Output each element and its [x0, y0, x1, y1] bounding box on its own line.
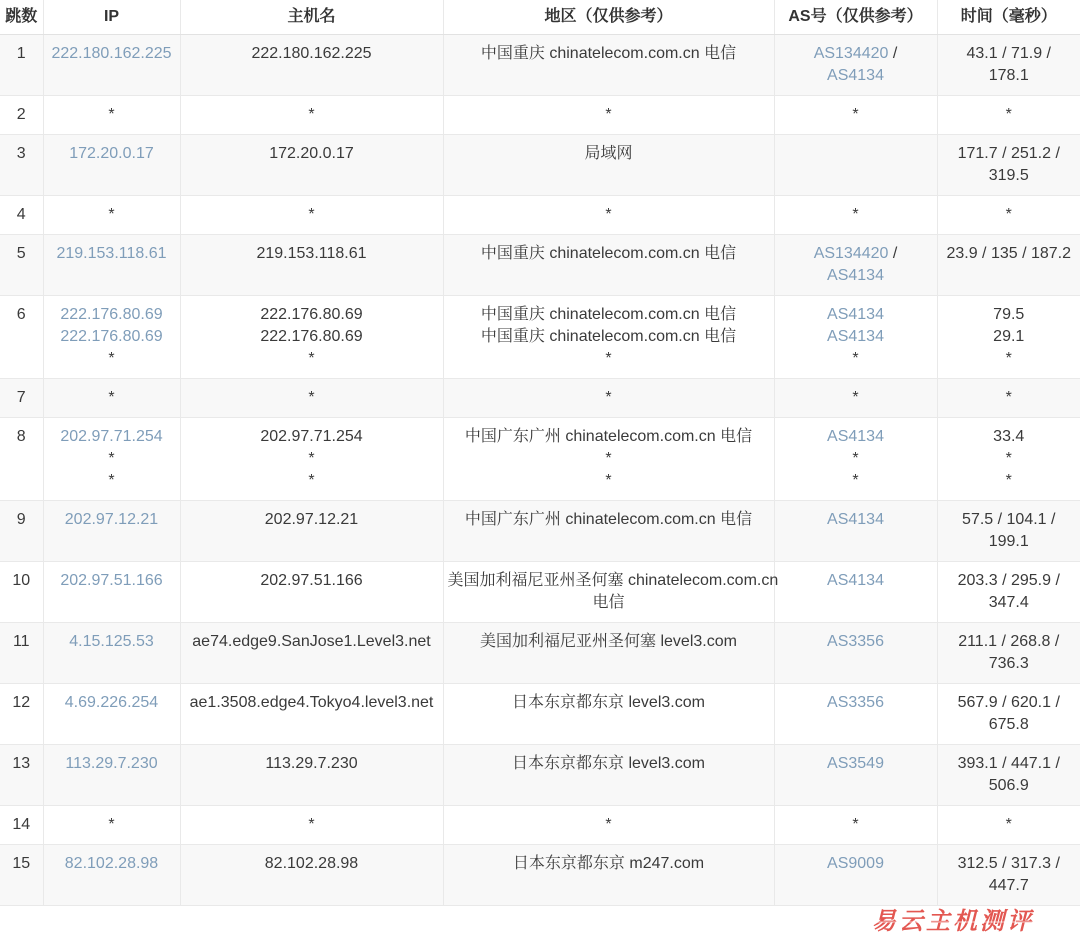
table-row: [0, 196, 1080, 235]
time-cell: [937, 623, 1080, 684]
table-row: [0, 501, 1080, 562]
region-cell: [443, 379, 774, 418]
ip-cell: [43, 845, 180, 906]
cell-text: *: [605, 389, 612, 406]
hostname-cell: [180, 745, 443, 806]
region-cell: [443, 296, 774, 379]
region-cell: [443, 562, 779, 623]
cell-text: 202.97.51.166: [260, 572, 363, 589]
asn-link[interactable]: AS4134: [827, 511, 884, 528]
ip-cell: [43, 623, 180, 684]
asn-cell: [774, 806, 937, 845]
ip-cell: [43, 135, 180, 196]
asn-cell: [774, 35, 937, 96]
asn-cell: [774, 96, 937, 135]
col-header-hop: 跳数: [0, 0, 43, 35]
cell-text: 202.97.12.21: [264, 511, 359, 528]
asn-link[interactable]: AS4134: [827, 67, 884, 84]
cell-text: *: [308, 106, 315, 123]
time-cell: [937, 806, 1080, 845]
cell-text: *: [1005, 450, 1012, 467]
cell-text: *: [108, 389, 115, 406]
hostname-cell: [180, 379, 443, 418]
separator-text: /: [888, 245, 898, 262]
ip-cell: [43, 96, 180, 135]
cell-text: *: [1005, 389, 1012, 406]
cell-text: 日本东京都东京 level3.com: [512, 694, 705, 711]
table-row: [0, 745, 1080, 806]
table-header: [0, 0, 1080, 35]
ip-cell: [43, 418, 180, 501]
hostname-cell: [180, 196, 443, 235]
table-row: [0, 684, 1080, 745]
hop-cell: 8: [0, 418, 43, 501]
cell-text: *: [852, 389, 859, 406]
cell-text: *: [308, 472, 315, 489]
cell-text: *: [605, 206, 612, 223]
cell-text: ae1.3508.edge4.Tokyo4.level3.net: [189, 694, 434, 711]
asn-link[interactable]: AS4134: [827, 267, 884, 284]
ip-cell: [43, 806, 180, 845]
asn-cell: [774, 623, 937, 684]
hostname-cell: [180, 418, 443, 501]
hostname-cell: [180, 296, 443, 379]
asn-cell: [774, 296, 937, 379]
cell-text: *: [108, 816, 115, 833]
cell-text: 199.1: [988, 533, 1029, 550]
ip-cell: [43, 379, 180, 418]
cell-text: *: [108, 472, 115, 489]
asn-cell: [774, 235, 937, 296]
hop-cell: 2: [0, 96, 43, 135]
cell-text: 43.1 / 71.9 /: [966, 45, 1051, 62]
cell-text: 82.102.28.98: [264, 855, 359, 872]
asn-link[interactable]: AS4134: [827, 572, 884, 589]
cell-text: *: [1005, 206, 1012, 223]
region-cell: [443, 806, 774, 845]
traceroute-rows: [0, 35, 1080, 906]
cell-text: 中国重庆 chinatelecom.com.cn 电信: [480, 245, 737, 262]
cell-text: 222.180.162.225: [251, 45, 372, 62]
cell-text: *: [308, 350, 315, 367]
time-cell: [937, 235, 1080, 296]
table-row: [0, 296, 1080, 379]
cell-text: 57.5 / 104.1 /: [962, 511, 1056, 528]
cell-text: 347.4: [988, 594, 1029, 611]
asn-cell: [774, 196, 937, 235]
cell-text: 222.176.80.69: [260, 306, 363, 323]
time-cell: [937, 745, 1080, 806]
cell-text: 中国广东广州 chinatelecom.com.cn 电信: [464, 511, 753, 528]
cell-text: 222.176.80.69: [260, 328, 363, 345]
cell-text: 447.7: [988, 877, 1029, 894]
cell-text: 393.1 / 447.1 /: [957, 755, 1060, 772]
asn-cell: [774, 684, 937, 745]
hop-cell: 5: [0, 235, 43, 296]
asn-link[interactable]: AS3549: [827, 755, 884, 772]
table-row: [0, 379, 1080, 418]
ip-link[interactable]: 4.69.226.254: [64, 694, 159, 711]
cell-text: 电信: [592, 594, 625, 611]
col-header-asn: AS号（仅供参考）: [774, 0, 937, 35]
asn-cell: [774, 845, 937, 906]
cell-text: 美国加利福尼亚州圣何塞 chinatelecom.com.cn: [447, 572, 779, 589]
cell-text: 33.4: [993, 428, 1025, 445]
time-cell: [937, 96, 1080, 135]
cell-text: 79.5: [993, 306, 1025, 323]
hostname-cell: [180, 35, 443, 96]
asn-link[interactable]: AS4134: [827, 328, 884, 345]
cell-text: *: [605, 450, 612, 467]
table-row: [0, 35, 1080, 96]
asn-cell: [774, 418, 937, 501]
asn-cell: [774, 562, 937, 623]
cell-text: *: [308, 389, 315, 406]
ip-cell: [43, 501, 180, 562]
hop-cell: 6: [0, 296, 43, 379]
cell-text: 中国重庆 chinatelecom.com.cn 电信: [480, 306, 737, 323]
region-cell: [443, 35, 774, 96]
cell-text: 113.29.7.230: [265, 755, 358, 772]
hop-cell: 12: [0, 684, 43, 745]
cell-text: 312.5 / 317.3 /: [957, 855, 1060, 872]
time-cell: [937, 296, 1080, 379]
cell-text: *: [852, 350, 859, 367]
ip-cell: [43, 684, 180, 745]
asn-link[interactable]: AS9009: [827, 855, 884, 872]
col-header-time: 时间（毫秒）: [937, 0, 1080, 35]
cell-text: 219.153.118.61: [256, 245, 367, 262]
table-row: [0, 235, 1080, 296]
cell-text: 29.1: [993, 328, 1025, 345]
ip-link[interactable]: 222.176.80.69: [60, 306, 163, 323]
ip-link[interactable]: 202.97.51.166: [60, 572, 163, 589]
region-cell: [443, 684, 774, 745]
cell-text: *: [308, 206, 315, 223]
table-row: [0, 135, 1080, 196]
region-cell: [443, 235, 774, 296]
cell-text: ae74.edge9.SanJose1.Level3.net: [192, 633, 431, 650]
cell-text: 203.3 / 295.9 /: [957, 572, 1060, 589]
hostname-cell: [180, 135, 443, 196]
ip-cell: [43, 562, 180, 623]
cell-text: *: [852, 816, 859, 833]
ip-link[interactable]: 4.15.125.53: [69, 633, 154, 650]
table-row: [0, 806, 1080, 845]
cell-text: *: [1005, 472, 1012, 489]
col-header-region: 地区（仅供参考）: [443, 0, 774, 35]
cell-text: *: [108, 206, 115, 223]
cell-text: *: [852, 450, 859, 467]
cell-text: *: [108, 106, 115, 123]
asn-link[interactable]: AS4134: [827, 428, 884, 445]
hop-cell: 4: [0, 196, 43, 235]
site-watermark: 易云主机测评: [872, 908, 1034, 935]
time-cell: [937, 562, 1080, 623]
cell-text: 中国广东广州 chinatelecom.com.cn 电信: [464, 428, 753, 445]
region-cell: [443, 418, 774, 501]
asn-cell: [774, 135, 937, 196]
asn-link[interactable]: AS3356: [827, 694, 884, 711]
asn-cell: [774, 379, 937, 418]
cell-text: 23.9 / 135 / 187.2: [946, 245, 1072, 262]
ip-link[interactable]: 82.102.28.98: [64, 855, 159, 872]
hop-cell: 7: [0, 379, 43, 418]
hop-cell: 3: [0, 135, 43, 196]
col-header-host: 主机名: [180, 0, 443, 35]
ip-link[interactable]: 202.97.12.21: [64, 511, 159, 528]
cell-text: 211.1 / 268.8 /: [958, 633, 1060, 650]
cell-text: *: [852, 106, 859, 123]
asn-link[interactable]: AS4134: [827, 306, 884, 323]
hop-cell: 1: [0, 35, 43, 96]
ip-cell: [43, 196, 180, 235]
cell-text: *: [852, 472, 859, 489]
region-cell: [443, 623, 774, 684]
separator-text: /: [888, 45, 898, 62]
cell-text: 局域网: [584, 145, 633, 162]
asn-link[interactable]: AS134420: [813, 245, 889, 262]
cell-text: *: [605, 472, 612, 489]
hop-cell: 14: [0, 806, 43, 845]
cell-text: *: [605, 816, 612, 833]
hop-cell: 10: [0, 562, 43, 623]
ip-link[interactable]: 219.153.118.61: [56, 245, 167, 262]
cell-text: *: [605, 106, 612, 123]
cell-text: *: [108, 350, 115, 367]
cell-text: *: [308, 450, 315, 467]
ip-cell: [43, 745, 180, 806]
cell-text: *: [852, 206, 859, 223]
cell-text: 中国重庆 chinatelecom.com.cn 电信: [480, 45, 737, 62]
table-row: [0, 418, 1080, 501]
time-cell: [937, 845, 1080, 906]
asn-link[interactable]: AS3356: [827, 633, 884, 650]
cell-text: 171.7 / 251.2 /: [957, 145, 1060, 162]
cell-text: 567.9 / 620.1 /: [957, 694, 1060, 711]
table-row: [0, 623, 1080, 684]
ip-link[interactable]: 222.180.162.225: [51, 45, 172, 62]
cell-text: 736.3: [988, 655, 1029, 672]
table-row: [0, 96, 1080, 135]
cell-text: *: [1005, 816, 1012, 833]
cell-text: 日本东京都东京 level3.com: [512, 755, 705, 772]
asn-link[interactable]: AS134420: [813, 45, 889, 62]
ip-link[interactable]: 222.176.80.69: [60, 328, 163, 345]
hostname-cell: [180, 235, 443, 296]
ip-link[interactable]: 202.97.71.254: [60, 428, 163, 445]
hostname-cell: [180, 684, 443, 745]
asn-cell: [774, 501, 937, 562]
region-cell: [443, 96, 774, 135]
cell-text: 美国加利福尼亚州圣何塞 level3.com: [480, 633, 737, 650]
time-cell: [937, 196, 1080, 235]
cell-text: 202.97.71.254: [260, 428, 363, 445]
hop-cell: 11: [0, 623, 43, 684]
cell-text: 506.9: [988, 777, 1029, 794]
hop-cell: 15: [0, 845, 43, 906]
cell-text: 319.5: [988, 167, 1029, 184]
hostname-cell: [180, 806, 443, 845]
time-cell: [937, 35, 1080, 96]
time-cell: [937, 684, 1080, 745]
hostname-cell: [180, 501, 443, 562]
cell-text: *: [308, 816, 315, 833]
ip-link[interactable]: 172.20.0.17: [69, 145, 154, 162]
time-cell: [937, 135, 1080, 196]
cell-text: 中国重庆 chinatelecom.com.cn 电信: [480, 328, 737, 345]
hostname-cell: [180, 562, 443, 623]
ip-link[interactable]: 113.29.7.230: [65, 755, 158, 772]
hop-cell: 9: [0, 501, 43, 562]
hostname-cell: [180, 845, 443, 906]
cell-text: 172.20.0.17: [269, 145, 354, 162]
hostname-cell: [180, 96, 443, 135]
region-cell: [443, 745, 774, 806]
region-cell: [443, 501, 774, 562]
time-cell: [937, 418, 1080, 501]
ip-cell: [43, 35, 180, 96]
cell-text: *: [1005, 350, 1012, 367]
cell-text: *: [108, 450, 115, 467]
time-cell: [937, 379, 1080, 418]
region-cell: [443, 845, 774, 906]
table-row: [0, 845, 1080, 906]
cell-text: 675.8: [988, 716, 1029, 733]
region-cell: [443, 135, 774, 196]
hostname-cell: [180, 623, 443, 684]
region-cell: [443, 196, 774, 235]
ip-cell: [43, 235, 180, 296]
asn-cell: [774, 745, 937, 806]
cell-text: *: [1005, 106, 1012, 123]
time-cell: [937, 501, 1080, 562]
col-header-ip: IP: [43, 0, 180, 35]
hop-cell: 13: [0, 745, 43, 806]
ip-cell: [43, 296, 180, 379]
cell-text: *: [605, 350, 612, 367]
cell-text: 178.1: [988, 67, 1029, 84]
header-row: [0, 0, 1080, 35]
table-row: [0, 562, 1080, 623]
cell-text: 日本东京都东京 m247.com: [512, 855, 705, 872]
